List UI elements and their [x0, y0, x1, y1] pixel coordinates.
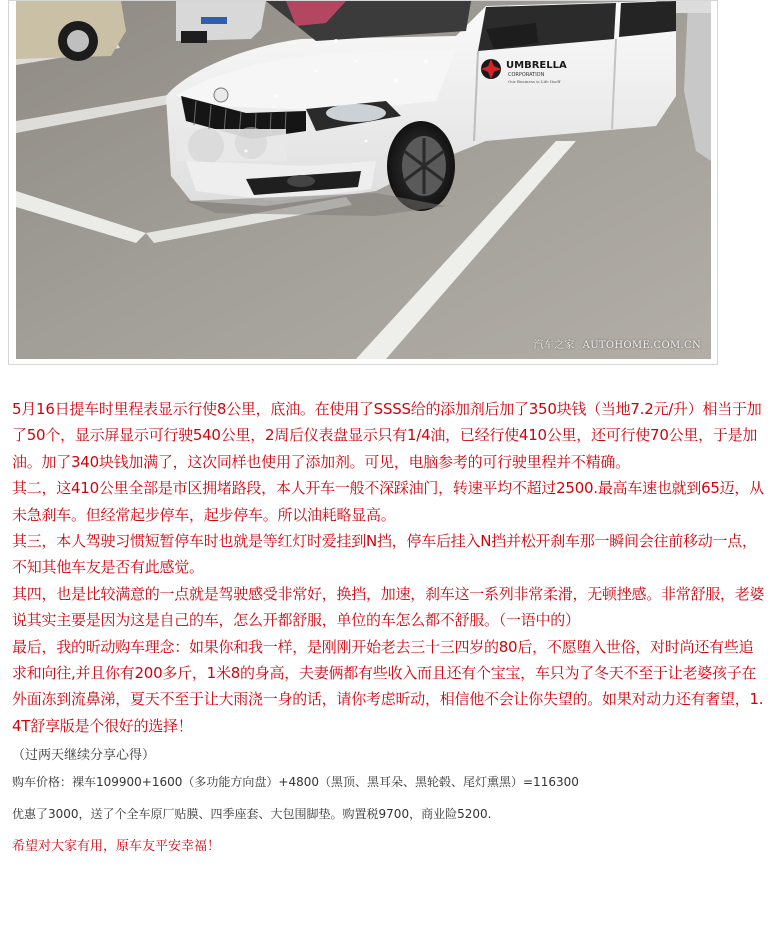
continue-note: （过两天继续分享心得） [12, 748, 156, 764]
skoda-logo-icon [214, 88, 228, 102]
paragraph-second: 其二，这410公里全部是市区拥堵路段，本人开车一般不深踩油门，转速平均不超过2500.最高车速也就到65迈，从未急刹车。但经常起步停车，起步停车。所以油耗略显高。 [12, 479, 764, 524]
badge-sub: CORPORATION [508, 72, 545, 78]
article-body [12, 396, 768, 870]
closing-line: 希望对大家有用，原车友平安幸福！ [12, 839, 221, 855]
photo-frame [8, 0, 718, 365]
watermark-cn: 汽车之家 [533, 340, 575, 351]
price-line: 购车价格：裸车109900+1600（多功能方向盘）+4800（黑顶、黑耳朵、黑轮毂、尾灯熏黑）=116300 [12, 775, 579, 790]
photo-watermark [533, 336, 701, 351]
paragraph-fourth: 其四，也是比较满意的一点就是驾驶感受非常好，换挡，加速，刹车这一系列非常柔滑，无顿挫感。非常舒服，老婆说其实主要是因为这是自己的车，怎么开都舒服，单位的车怎么都不舒服。（一语中的） [12, 584, 765, 630]
discount-line: 优惠了3000，送了个全车原厂贴膜、四季座套、大包围脚垫。购置税9700，商业险5200. [12, 807, 492, 822]
badge-tagline: Our Business is Life Itself [508, 79, 561, 84]
car-photo-drawing [16, 1, 711, 359]
paragraph-final: 最后，我的昕动购车理念：如果你和我一样，是刚刚开始老去三十三四岁的80后，不愿堕入世俗，对时尚还有些追求和向往,并且你有200多斤，1米8的身高，夫妻俩都有些收入而且还有个宝宝，车只为了冬天不至于让老婆孩子在外面冻到流鼻涕，夏天不至于让大雨浇一身的话，请你考虑昕动，相信他不会让你失望的。如果对动力还有奢望，1.4T舒享版是个很好的选择！ [12, 637, 764, 735]
umbrella-badge [481, 59, 501, 79]
paragraph-mileage: 5月16日提车时里程表显示行使8公里，底油。在使用了SSSS给的添加剂后加了350块钱（当地7.2元/升）相当于加了50个，显示屏显示可行驶540公里，2周后仪表盘显示只有1/4油，已经行使410公里，还可行使70公里，于是加油。加了340块钱加满了，这次同样也使用了添加剂。可见，电脑参考的可行驶里程并不精确。 [12, 400, 762, 471]
watermark-en: AUTOHOME.COM.CN [582, 340, 701, 351]
car-photo [16, 1, 711, 359]
paragraph-third: 其三，本人驾驶习惯短暂停车时也就是等红灯时爱挂到N挡，停车后挂入N挡并松开刹车那一瞬间会往前移动一点，不知其他车友是否有此感觉。 [12, 532, 757, 577]
badge-brand: UMBRELLA [506, 60, 567, 71]
